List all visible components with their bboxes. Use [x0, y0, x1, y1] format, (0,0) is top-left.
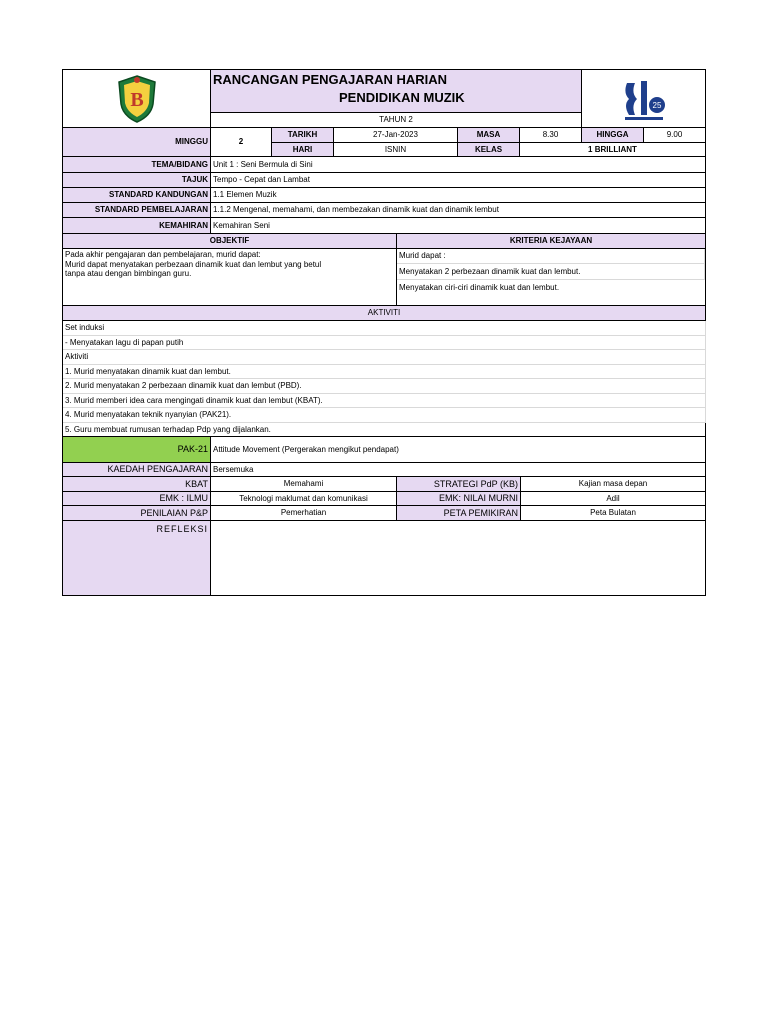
- strategi-label: STRATEGI PdP (KB): [397, 477, 521, 492]
- svg-text:B: B: [129, 88, 144, 111]
- peta-label: PETA PEMIKIRAN: [397, 506, 521, 521]
- kaedah-label: KAEDAH PENGAJARAN: [63, 463, 211, 477]
- masa-label: MASA: [458, 128, 520, 143]
- subject-title: PENDIDIKAN MUZIK: [339, 90, 465, 105]
- penilaian-label: PENILAIAN P&P: [63, 506, 211, 521]
- tarikh-value: 27-Jan-2023: [334, 128, 458, 143]
- objektif-text: [63, 249, 397, 306]
- school-crest-icon: [115, 74, 159, 124]
- minggu-value: 2: [211, 128, 272, 157]
- refleksi-label-text: REFLEKSI: [156, 524, 208, 534]
- school-logo-cell: [63, 70, 211, 128]
- svg-text:25: 25: [652, 100, 661, 110]
- tema-value: Unit 1 : Seni Bermula di Sini: [211, 157, 706, 173]
- aktiviti-line: - Menyatakan lagu di papan putih: [63, 336, 706, 350]
- ministry-logo-cell: [582, 70, 706, 128]
- aktiviti-block: [63, 321, 706, 437]
- kriteria-item: Murid dapat :: [397, 249, 705, 264]
- year-cell: TAHUN 2: [211, 112, 582, 128]
- hari-label: HARI: [272, 143, 334, 157]
- aktiviti-line: 2. Murid menyatakan 2 perbezaan dinamik kuat dan lembut (PBD).: [63, 379, 706, 394]
- pak21-label: PAK-21: [63, 437, 211, 463]
- pak21-value: Attitude Movement (Pergerakan mengikut pendapat): [211, 437, 706, 463]
- aktiviti-line: 4. Murid menyatakan teknik nyanyian (PAK21).: [63, 408, 706, 423]
- page-title: RANCANGAN PENGAJARAN HARIAN: [213, 72, 448, 87]
- kelas-label: KELAS: [458, 143, 520, 157]
- refleksi-value[interactable]: [211, 521, 706, 595]
- tajuk-value: Tempo - Cepat dan Lambat: [211, 173, 706, 188]
- masa-value: 8.30: [520, 128, 582, 143]
- lesson-plan-sheet: [62, 69, 706, 596]
- kaedah-value: Bersemuka: [211, 463, 706, 477]
- aktiviti-line: Aktiviti: [63, 350, 706, 365]
- emk-nilai-value: Adil: [521, 492, 706, 506]
- aktiviti-line: 3. Murid memberi idea cara mengingati dinamik kuat dan lembut (KBAT).: [63, 394, 706, 408]
- refleksi-label: [63, 521, 211, 595]
- aktiviti-line: 5. Guru membuat rumusan terhadap Pdp yang dijalankan.: [65, 425, 271, 435]
- kriteria-list: [397, 249, 706, 306]
- emk-ilmu-label: EMK : ILMU: [63, 492, 211, 506]
- standard-kandungan-label: STANDARD KANDUNGAN: [63, 188, 211, 203]
- kbat-value: Memahami: [211, 477, 397, 492]
- hingga-value: 9.00: [644, 128, 706, 143]
- objektif-line: tanpa atau dengan bimbingan guru.: [65, 269, 192, 279]
- objektif-line: Pada akhir pengajaran dan pembelajaran, murid dapat:: [65, 250, 261, 259]
- minggu-label: MINGGU: [63, 128, 211, 157]
- aktiviti-line: Set induksi: [63, 321, 706, 336]
- objektif-line: Murid dapat menyatakan perbezaan dinamik kuat dan lembut yang betul: [65, 259, 322, 269]
- kelas-value: 1 BRILLIANT: [520, 143, 706, 157]
- emk-nilai-label: EMK: NILAI MURNI: [397, 492, 521, 506]
- tarikh-label: TARIKH: [272, 128, 334, 143]
- penilaian-value: Pemerhatian: [211, 506, 397, 521]
- aktiviti-heading: AKTIVITI: [63, 306, 706, 321]
- peta-value: Peta Bulatan: [521, 506, 706, 521]
- strategi-value: Kajian masa depan: [521, 477, 706, 492]
- aktiviti-line: 1. Murid menyatakan dinamik kuat dan lembut.: [63, 365, 706, 379]
- kemahiran-value: Kemahiran Seni: [211, 218, 706, 234]
- kbat-label: KBAT: [63, 477, 211, 492]
- objektif-heading: OBJEKTIF: [63, 234, 397, 249]
- tajuk-label: TAJUK: [63, 173, 211, 188]
- hari-value: ISNIN: [334, 143, 458, 157]
- standard-kandungan-value: 1.1 Elemen Muzik: [211, 188, 706, 203]
- hingga-label: HINGGA: [582, 128, 644, 143]
- kriteria-item: Menyatakan ciri-ciri dinamik kuat dan lembut.: [399, 282, 560, 292]
- kriteria-heading: KRITERIA KEJAYAAN: [397, 234, 706, 249]
- standard-pembelajaran-label: STANDARD PEMBELAJARAN: [63, 203, 211, 218]
- emk-ilmu-value: Teknologi maklumat dan komunikasi: [211, 492, 397, 506]
- ministry-logo-icon: [619, 75, 669, 123]
- kemahiran-label: KEMAHIRAN: [63, 218, 211, 234]
- standard-pembelajaran-value: 1.1.2 Mengenal, memahami, dan membezakan dinamik kuat dan dinamik lembut: [211, 203, 706, 218]
- tema-label: TEMA/BIDANG: [63, 157, 211, 173]
- kriteria-item: Menyatakan 2 perbezaan dinamik kuat dan lembut.: [397, 264, 705, 280]
- title-block: [211, 70, 582, 112]
